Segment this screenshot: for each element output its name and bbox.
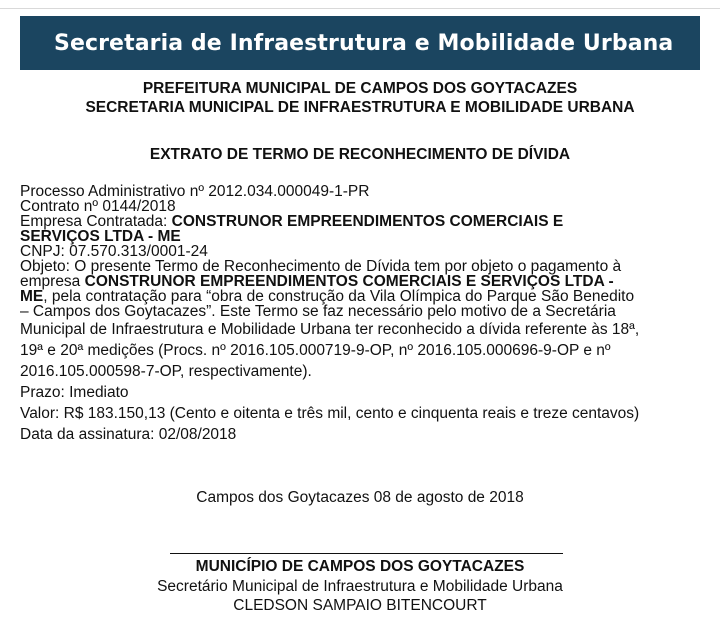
- cnpj-line: CNPJ: 07.570.313/0001-24: [20, 243, 208, 260]
- document-body: [20, 184, 715, 445]
- objeto-line-2: [20, 274, 715, 289]
- empresa-label: Empresa Contratada:: [20, 213, 172, 230]
- objeto-line-3: [20, 289, 715, 304]
- prazo-line: Prazo: Imediato: [20, 384, 129, 401]
- signature-name: CLEDSON SAMPAIO BITENCOURT: [233, 597, 487, 614]
- signature-line: [170, 553, 563, 554]
- data-assinatura-line: Data da assinatura: 02/08/2018: [20, 426, 237, 443]
- top-divider: [0, 8, 720, 9]
- header-secretaria: SECRETARIA MUNICIPAL DE INFRAESTRUTURA E MOBILIDADE URBANA: [85, 99, 635, 116]
- empresa-line-2: [20, 229, 715, 244]
- objeto-company-bold: CONSTRUNOR EMPREENDIMENTOS COMERCIAIS E SERVIÇOS LTDA -: [84, 273, 614, 290]
- objeto-line-1: Objeto: O presente Termo de Reconhecimento de Dívida tem por objeto o pagamento à: [20, 258, 622, 275]
- empresa-name-2: SERVIÇOS LTDA - ME: [20, 228, 181, 245]
- empresa-name-1: CONSTRUNOR EMPREENDIMENTOS COMERCIAIS E: [171, 213, 564, 230]
- processo-line: Processo Administrativo nº 2012.034.000049-1-PR: [20, 183, 370, 200]
- contrato-line: Contrato nº 0144/2018: [20, 198, 176, 215]
- objeto-me-bold: ME: [20, 288, 44, 305]
- signature-entity: MUNICÍPIO DE CAMPOS DOS GOYTACAZES: [195, 558, 525, 575]
- objeto-line-7: 2016.105.000598-7-OP, respectivamente).: [20, 363, 312, 380]
- header-prefeitura: PREFEITURA MUNICIPAL DE CAMPOS DOS GOYTACAZES: [142, 80, 578, 97]
- objeto-line-3-rest: , pela contratação para “obra de construção da Vila Olímpica do Parque São Benedito: [43, 288, 635, 305]
- city-date: Campos dos Goytacazes 08 de agosto de 2018: [196, 489, 524, 506]
- valor-line: Valor: R$ 183.150,13 (Cento e oitenta e três mil, cento e cinquenta reais e treze centavos): [20, 405, 640, 422]
- objeto-line-2-pre: empresa: [20, 273, 85, 290]
- banner-title: Secretaria de Infraestrutura e Mobilidade Urbana: [54, 30, 674, 56]
- objeto-line-4: – Campos dos Goytacazes”. Este Termo se faz necessário pelo motivo de a Secretária: [20, 303, 616, 320]
- signature-role: Secretário Municipal de Infraestrutura e Mobilidade Urbana: [157, 578, 563, 595]
- objeto-line-6: 19ª e 20ª medições (Procs. nº 2016.105.000719-9-OP, nº 2016.105.000696-9-OP e nº: [20, 342, 611, 359]
- empresa-line: [20, 214, 715, 229]
- section-banner: [20, 16, 700, 70]
- objeto-line-5: Municipal de Infraestrutura e Mobilidade Urbana ter reconhecido a dívida referente às 18ª,: [20, 321, 640, 338]
- document-title: EXTRATO DE TERMO DE RECONHECIMENTO DE DÍVIDA: [149, 146, 571, 163]
